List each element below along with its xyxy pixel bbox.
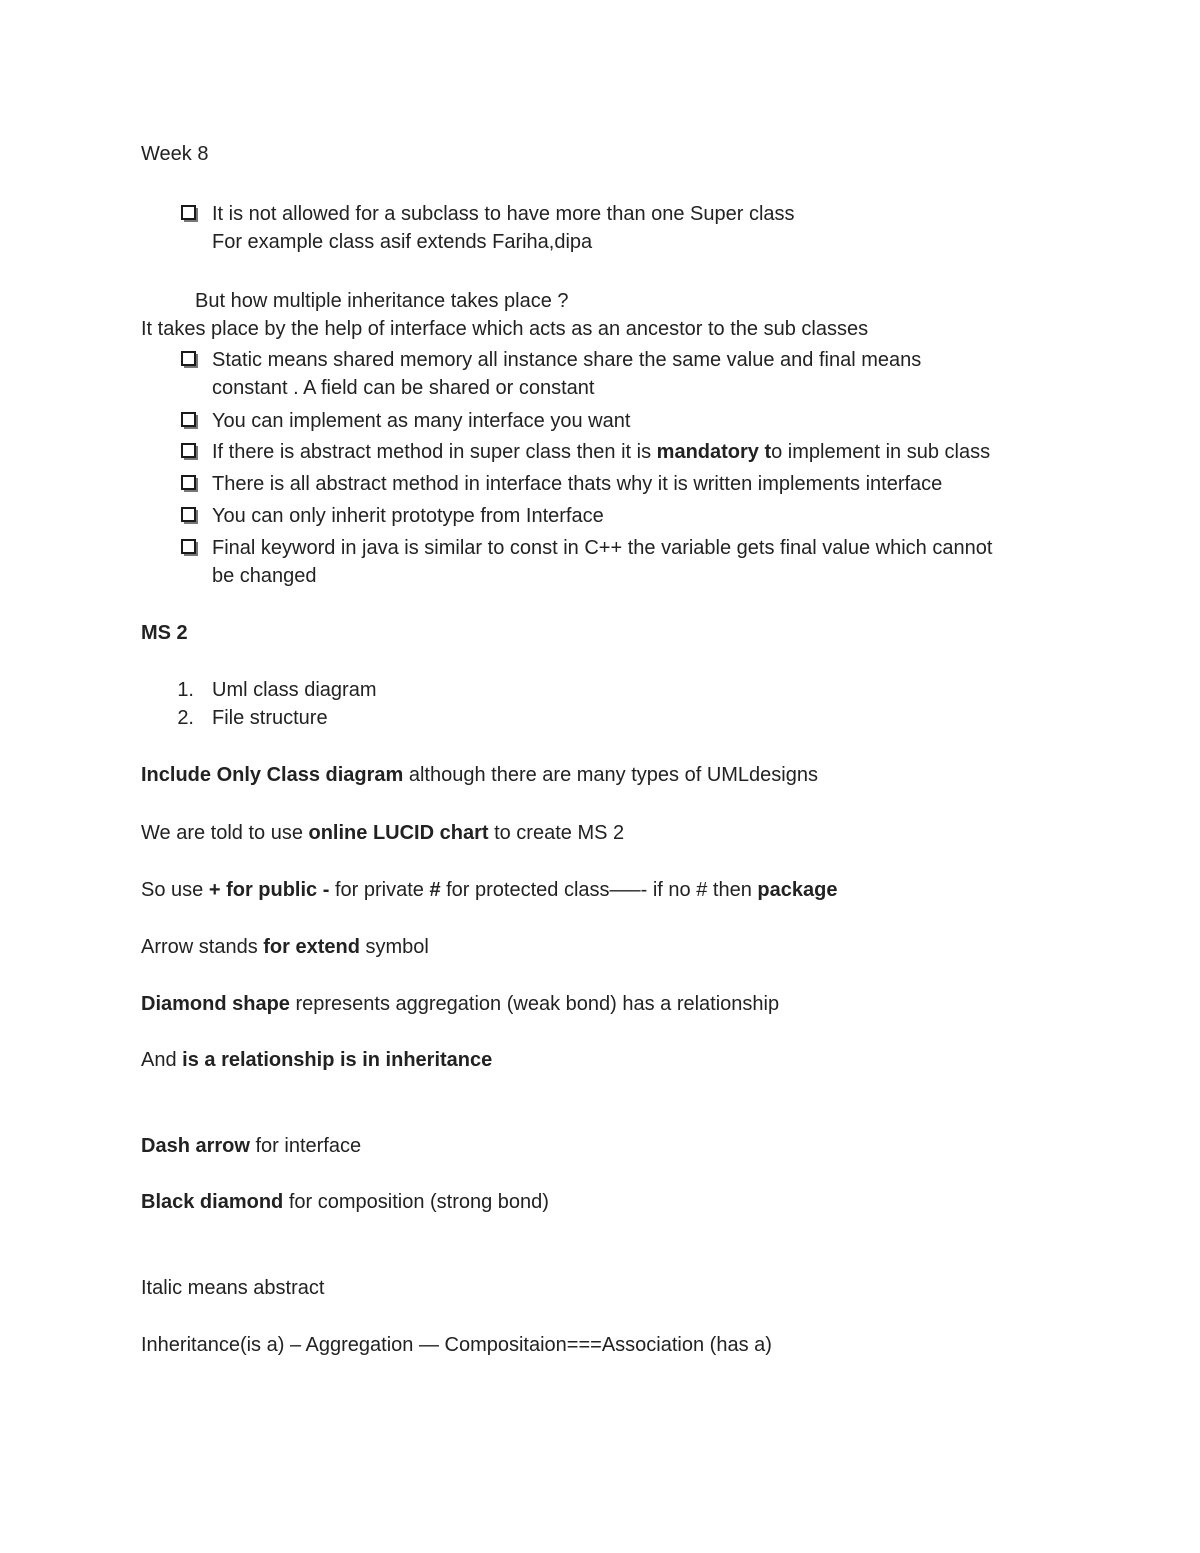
note-summary: Inheritance(is a) – Aggregation — Compositaion===Association (has a) — [141, 1334, 772, 1356]
checklist-item-text: There is all abstract method in interface thats why it is written implements interface — [212, 473, 943, 495]
checklist-item-text: It is not allowed for a subclass to have more than one Super class — [212, 203, 795, 225]
week-title: Week 8 — [141, 143, 209, 165]
list-item: File structure — [212, 707, 328, 729]
note-black-diamond: Black diamond for composition (strong bond) — [141, 1191, 549, 1213]
note-dash-arrow: Dash arrow for interface — [141, 1135, 362, 1157]
checklist-item-text: Final keyword in java is similar to const in C++ the variable gets final value which cannot — [212, 537, 993, 559]
checkbox-icon[interactable] — [181, 507, 196, 522]
note-is-a: And is a relationship is in inheritance — [141, 1049, 493, 1071]
checklist-item-text: You can only inherit prototype from Interface — [212, 505, 604, 527]
note-lucid: We are told to use online LUCID chart to create MS 2 — [141, 822, 625, 844]
ms2-heading: MS 2 — [141, 622, 188, 644]
list-number: 1. — [177, 679, 194, 701]
note-italic: Italic means abstract — [141, 1277, 325, 1299]
checklist-item-text: If there is abstract method in super class then it is mandatory to implement in sub class — [212, 441, 991, 463]
checklist-item-text-cont: For example class asif extends Fariha,dipa — [212, 231, 593, 253]
note-include: Include Only Class diagram although there are many types of UMLdesigns — [141, 764, 818, 786]
checklist-item-text: Static means shared memory all instance share the same value and final means — [212, 349, 922, 371]
list-number: 2. — [177, 707, 194, 729]
note-arrow: Arrow stands for extend symbol — [141, 936, 429, 958]
checklist-item-text: You can implement as many interface you want — [212, 410, 631, 432]
checkbox-icon[interactable] — [181, 443, 196, 458]
note-diamond: Diamond shape represents aggregation (weak bond) has a relationship — [141, 993, 780, 1015]
list-item: Uml class diagram — [212, 679, 377, 701]
question-text: But how multiple inheritance takes place ? — [195, 290, 569, 312]
note-access-modifiers: So use + for public - for private # for protected class—–- if no # then package — [141, 879, 838, 901]
checkbox-icon[interactable] — [181, 539, 196, 554]
checklist-item-text-cont: be changed — [212, 565, 317, 587]
checkbox-icon[interactable] — [181, 412, 196, 427]
bold-text: mandatory t — [656, 441, 772, 463]
checkbox-icon[interactable] — [181, 351, 196, 366]
checklist-item-text-cont: constant . A field can be shared or constant — [212, 377, 595, 399]
checkbox-icon[interactable] — [181, 475, 196, 490]
answer-text: It takes place by the help of interface which acts as an ancestor to the sub classes — [141, 318, 869, 340]
checkbox-icon[interactable] — [181, 205, 196, 220]
